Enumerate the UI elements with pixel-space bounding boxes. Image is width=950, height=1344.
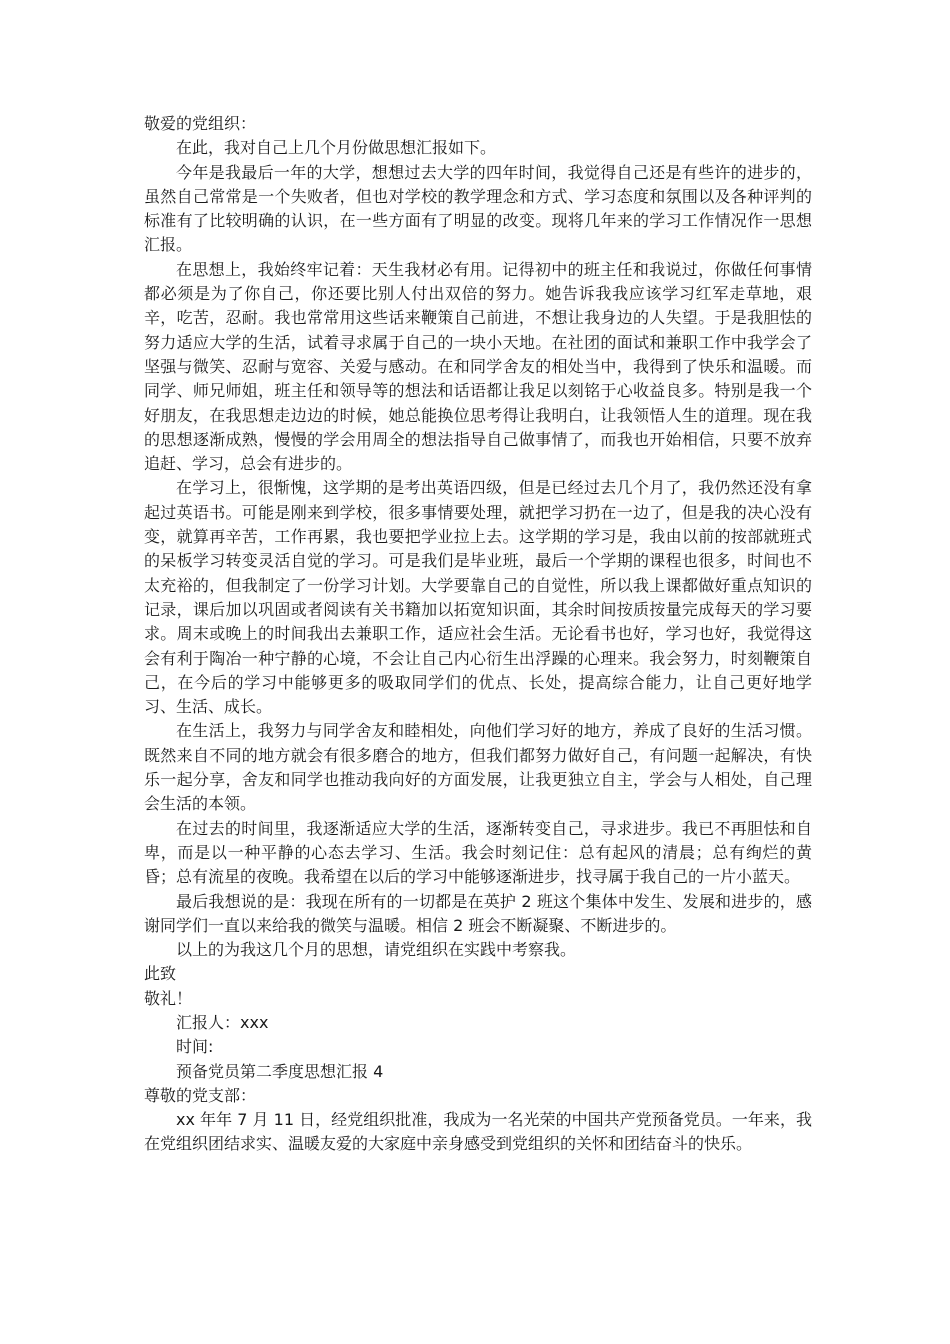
paragraph-intro: 在此，我对自己上几个月份做思想汇报如下。: [176, 138, 497, 158]
reporter: 汇报人：xxx: [176, 1012, 269, 1032]
next-report-title: 预备党员第二季度思想汇报 4: [176, 1061, 384, 1081]
salutation: 敬爱的党组织：: [144, 114, 257, 133]
report-time: 时间:: [176, 1037, 214, 1057]
paragraph-study: 在学习上，很惭愧，这学期的是考出英语四级，但是已经过去几个月了，我仍然还没有拿起过英语书。可能是刚来到学校，很多事情要处理，就把学习扔在一边了，但是我的决心没有变，就算再辛苦，工作再累，我也要把学业拉上去。这学期的学习是，我由以前的按部就班式的呆板学习转变灵活自觉的学习。可是我们是毕业班，最后一个学期的课程也很多，时间也不太充裕的，但我制定了一份学习计划。大学要靠自己的自觉性，所以我上课都做好重点知识的记录，课后加以巩固或者阅读有关书籍加以拓宽知识面，其余时间按质按量完成每天的学习要求。周末或晚上的时间我出去兼职工作，适应社会生活。无论看书也好，学习也好，我觉得这会有利于陶冶一种宁静的心境，不会让自己内心衍生出浮躁的心理来。我会努力，时刻鞭策自己，在今后的学习中能够更多的吸取同学们的优点、长处，提高综合能力，让自己更好地学习、生活、成长。: [144, 478, 812, 717]
document-page: [144, 112, 812, 1157]
paragraph-overview: 今年是我最后一年的大学，想想过去大学的四年时间，我觉得自己还是有些许的进步的，虽然自己常常是一个失败者，但也对学校的教学理念和方式、学习态度和氛围以及各种评判的标准有了比较明确的认识，在一些方面有了明显的改变。现将几年来的学习工作情况作一思想汇报。: [144, 162, 812, 255]
next-paragraph: xx 年年 7 月 11 日，经党组织批准，我成为一名光荣的中国共产党预备党员。一年来，我在党组织团结求实、温暖友爱的大家庭中亲身感受到党组织的关怀和团结奋斗的快乐。: [144, 1110, 812, 1154]
paragraph-thought: 在思想上，我始终牢记着：天生我材必有用。记得初中的班主任和我说过，你做任何事情都必须是为了你自己，你还要比别人付出双倍的努力。她告诉我我应该学习红军走草地，艰辛，吃苦，忍耐。我也常常用这些话来鞭策自己前进，不想让我身边的人失望。于是我胆怯的努力适应大学的生活，试着寻求属于自己的一块小天地。在社团的面试和兼职工作中我学会了坚强与微笑、忍耐与宽容、关爱与感动。在和同学舍友的相处当中，我得到了快乐和温暖。而同学、师兄师姐，班主任和领导等的想法和话语都让我足以刻铭于心收益良多。特别是我一个好朋友，在我思想走边边的时候，她总能换位思考得让我明白，让我领悟人生的道理。现在我的思想逐渐成熟，慢慢的学会用周全的想法指导自己做事情了，而我也开始相信，只要不放弃追赶、学习，总会有进步的。: [144, 259, 812, 474]
next-salutation: 尊敬的党支部：: [144, 1085, 257, 1105]
paragraph-progress: 在过去的时间里，我逐渐适应大学的生活，逐渐转变自己，寻求进步。我已不再胆怯和自卑，而是以一种平静的心态去学习、生活。我会时刻记住：总有起风的清晨；总有绚烂的黄昏；总有流星的夜晚。我希望在以后的学习中能够逐渐进步，找寻属于我自己的一片小蓝天。: [144, 818, 812, 887]
paragraph-request: 以上的为我这几个月的思想，请党组织在实践中考察我。: [176, 940, 577, 960]
regards: 敬礼！: [144, 988, 193, 1008]
paragraph-final: 最后我想说的是：我现在所有的一切都是在英护 2 班这个集体中发生、发展和进步的，感谢同学们一直以来给我的微笑与温暖。相信 2 班会不断凝聚、不断进步的。: [144, 891, 812, 935]
paragraph-life: 在生活上，我努力与同学舍友和睦相处，向他们学习好的地方，养成了良好的生活习惯。既然来自不同的地方就会有很多磨合的地方，但我们都努力做好自己，有问题一起解决，有快乐一起分享，舍友和同学也推动我向好的方面发展，让我更独立自主，学会与人相处，自己理会生活的本领。: [144, 721, 812, 814]
closing: 此致: [144, 964, 177, 984]
